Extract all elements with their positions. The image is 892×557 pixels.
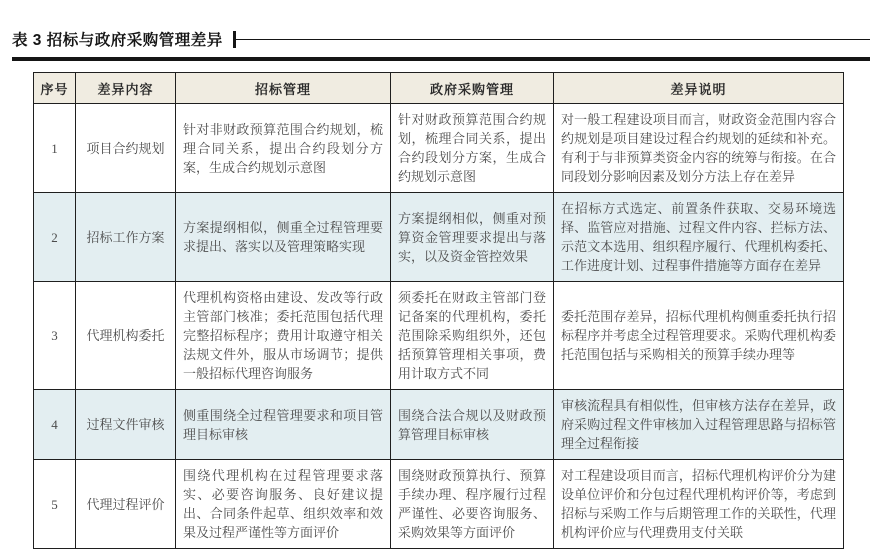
cell-no: 3 xyxy=(34,282,76,390)
col-header-content: 差异内容 xyxy=(76,73,176,104)
cell-bidding: 方案提纲相似，侧重全过程管理要求提出、落实以及管理策略实现 xyxy=(176,193,391,282)
title-rule xyxy=(12,57,870,61)
cell-content: 代理过程评价 xyxy=(76,460,176,549)
cell-procurement: 方案提纲相似，侧重对预算资金管理要求提出与落实，以及资金管控效果 xyxy=(391,193,554,282)
header-row xyxy=(34,73,844,104)
cell-explanation: 对工程建设项目而言，招标代理机构评价分为建设单位评价和分包过程代理机构评价等，考虑到招标与采购工作与后期管理工作的关联性，代理机构评价应与代理费用支付关联 xyxy=(554,460,844,549)
cell-explanation: 在招标方式选定、前置条件获取、交易环境选择、监管应对措施、过程文件内容、拦标方法、示范文本选用、组织程序履行、代理机构委托、工作进度计划、过程事件措施等方面存在差异 xyxy=(554,193,844,282)
col-header-no: 序号 xyxy=(34,73,76,104)
cell-procurement: 围绕财政预算执行、预算手续办理、程序履行过程严谨性、必要咨询服务、采购效果等方面评价 xyxy=(391,460,554,549)
difference-table xyxy=(33,72,844,549)
cell-bidding: 侧重围绕全过程管理要求和项目管理目标审核 xyxy=(176,390,391,460)
table-body xyxy=(34,104,844,549)
cell-bidding: 针对非财政预算范围合约规划，梳理合同关系，提出合约段划分方案，生成合约规划示意图 xyxy=(176,104,391,193)
table-row xyxy=(34,282,844,390)
cell-bidding: 代理机构资格由建设、发改等行政主管部门核准；委托范围包括代理完整招标程序；费用计取遵守相关法规文件外，服从市场调节；提供一般招标代理咨询服务 xyxy=(176,282,391,390)
document-page xyxy=(12,0,870,549)
cell-no: 2 xyxy=(34,193,76,282)
table-title: 表 3 招标与政府采购管理差异 xyxy=(12,32,223,49)
table-row xyxy=(34,390,844,460)
cell-no: 4 xyxy=(34,390,76,460)
cell-content: 代理机构委托 xyxy=(76,282,176,390)
cell-content: 项目合约规划 xyxy=(76,104,176,193)
cell-procurement: 须委托在财政主管部门登记备案的代理机构，委托范围除采购组织外，还包括预算管理相关事项，费用计取方式不同 xyxy=(391,282,554,390)
cell-no: 5 xyxy=(34,460,76,549)
table-header xyxy=(34,73,844,104)
cell-content: 招标工作方案 xyxy=(76,193,176,282)
col-header-explanation: 差异说明 xyxy=(554,73,844,104)
cell-bidding: 围绕代理机构在过程管理要求落实、必要咨询服务、良好建议提出、合同条件起草、组织效率和效果及过程严谨性等方面评价 xyxy=(176,460,391,549)
table-row xyxy=(34,193,844,282)
col-header-procurement: 政府采购管理 xyxy=(391,73,554,104)
cell-procurement: 针对财政预算范围合约规划，梳理合同关系，提出合约段划分方案，生成合约规划示意图 xyxy=(391,104,554,193)
cell-content: 过程文件审核 xyxy=(76,390,176,460)
cell-explanation: 审核流程具有相似性，但审核方法存在差异，政府采购过程文件审核加入过程管理思路与招标管理全过程衔接 xyxy=(554,390,844,460)
cell-no: 1 xyxy=(34,104,76,193)
cell-explanation: 对一般工程建设项目而言，财政资金范围内容合约规划是项目建设过程合约规划的延续和补充。有利于与非预算类资金内容的统筹与衔接。在合同段划分影响因素及划分方法上存在差异 xyxy=(554,104,844,193)
title-leader-line xyxy=(236,39,870,40)
table-caption-bar xyxy=(12,28,870,50)
col-header-bidding: 招标管理 xyxy=(176,73,391,104)
table-row xyxy=(34,460,844,549)
cell-explanation: 委托范围存差异，招标代理机构侧重委托执行招标程序并考虑全过程管理要求。采购代理机构委托范围包括与采购相关的预算手续办理等 xyxy=(554,282,844,390)
cell-procurement: 围绕合法合规以及财政预算管理目标审核 xyxy=(391,390,554,460)
table-row xyxy=(34,104,844,193)
